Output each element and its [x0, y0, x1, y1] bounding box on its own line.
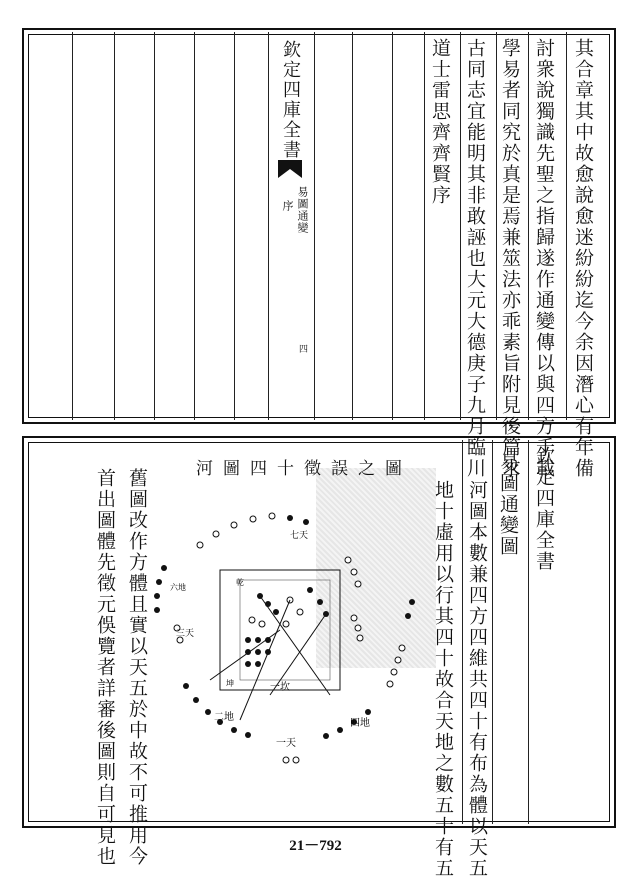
text-column: 古同志宜能明其非敢誣也大元大德庚子九月臨川	[464, 38, 486, 479]
text-column: 其合章其中故愈說愈迷紛紛迄今余因潛心有年備	[572, 38, 594, 479]
text-column: 學易者同究於真是焉兼筮法亦乖素旨附見後篇求	[499, 38, 521, 479]
column-rule	[462, 440, 463, 824]
text-column: 討衆說獨識先聖之指歸遂作通變傳以與四方千載	[533, 38, 555, 479]
column-rule	[496, 32, 497, 420]
column-rule	[234, 32, 235, 420]
top-page-inner-border	[28, 34, 610, 418]
label-heaven-seven: 七天	[290, 531, 309, 541]
label-heaven-one: 一天	[276, 738, 296, 749]
diagram-title: 河圖四十徵誤之圖	[196, 459, 412, 479]
column-rule	[460, 32, 461, 420]
connecting-lines	[210, 596, 330, 720]
book-title: 易圖通變圖	[497, 452, 519, 557]
left-arc-filled	[154, 565, 167, 613]
outer-arc-filled-top	[287, 515, 309, 525]
column-rule	[492, 440, 493, 824]
text-column: 地十虛用以行其四十故合天地之數五十有五	[432, 480, 454, 879]
margin-title: 欽定四庫全書	[533, 446, 555, 572]
column-rule	[154, 32, 155, 420]
label-qian: 乾	[236, 578, 244, 587]
text-column: 河圖本數兼四方四維共四十有布為體以天五	[466, 480, 488, 879]
label-heaven-three: 三天	[176, 629, 195, 639]
fishtail-mark	[276, 160, 304, 178]
label-earth-two: 二地	[214, 712, 234, 723]
text-column: 道士雷思齊齊賢序	[429, 38, 451, 206]
top-page-frame	[22, 28, 616, 424]
margin-section: 序	[281, 200, 294, 212]
label-kun: 坤	[226, 679, 234, 688]
outer-arc-open	[197, 513, 275, 548]
left-lower-arc	[183, 683, 251, 738]
column-rule	[528, 440, 529, 824]
column-rule	[114, 32, 115, 420]
label-earth-four: 四地	[350, 718, 370, 729]
column-rule	[424, 32, 425, 420]
river-chart-diagram	[140, 490, 430, 790]
margin-title: 欽定四庫全書	[280, 40, 301, 160]
column-rule	[352, 32, 353, 420]
column-rule	[194, 32, 195, 420]
column-rule	[528, 32, 529, 420]
inner-square-secondary	[240, 580, 330, 680]
margin-book-title: 易圖通變	[296, 186, 309, 234]
note-column: 舊圖改作方體且實以天五於中故不可推用今	[126, 468, 148, 867]
label-earth-six: 六地	[170, 583, 186, 592]
bottom-open-dots	[283, 757, 299, 763]
column-rule	[392, 32, 393, 420]
column-rule	[72, 32, 73, 420]
column-rule	[566, 32, 567, 420]
column-rule	[268, 32, 269, 420]
page-number: 21－792	[289, 838, 342, 854]
right-arc-open	[345, 557, 405, 687]
margin-folio: 四	[297, 344, 307, 355]
note-column: 首出圖體先徵元俁覽者詳審後圖則自可見也	[94, 468, 116, 867]
label-kan: 一坎	[270, 682, 290, 693]
column-rule	[314, 32, 315, 420]
